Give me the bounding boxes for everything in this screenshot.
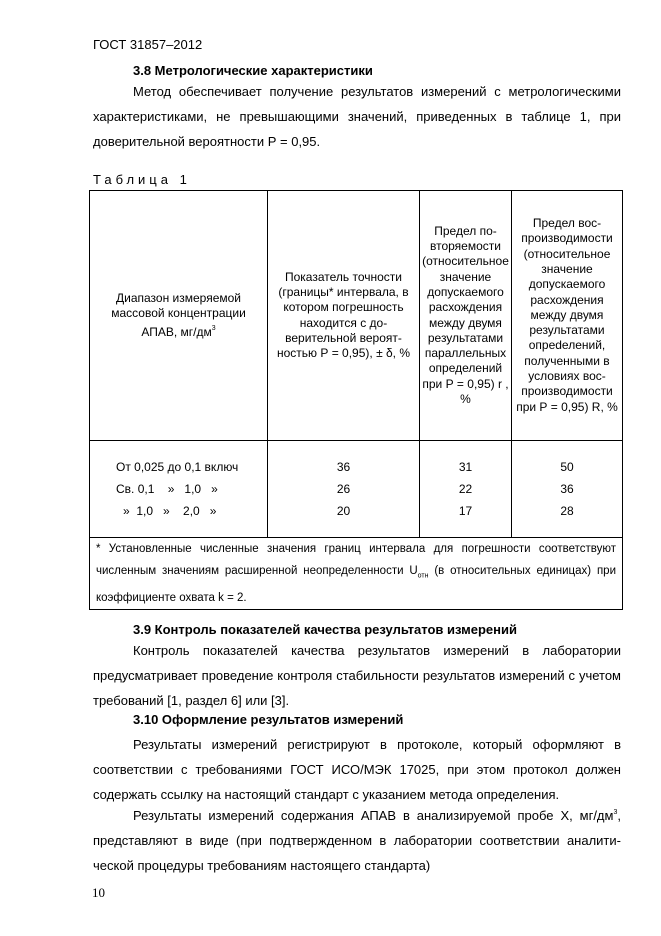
row-1-R: 50 xyxy=(560,460,574,474)
range-column xyxy=(90,441,268,538)
header-accuracy: Показатель точности (границы* интервала, в котором погрешность находится с доверительной вероятностью Р = 0,95), ± δ, % xyxy=(268,191,420,441)
row-3-delta: 20 xyxy=(336,504,351,518)
row-2-delta: 26 xyxy=(336,482,351,496)
reproducibility-column xyxy=(512,441,623,538)
table-caption: Таблица 1 xyxy=(93,172,191,187)
section-3-8-text: Метод обеспечивает получение результатов измерений с метрологическими характеристиками, не превышающими значений, приведенных в таблице 1, при доверительной вероятности Р = 0,95. xyxy=(93,84,621,149)
section-3-8-title: 3.8 Метрологические характеристики xyxy=(133,63,373,78)
document-header: ГОСТ 31857–2012 xyxy=(93,37,203,52)
row-2-range: Св. 0,1 » 1,0 » xyxy=(116,482,218,496)
row-3-r: 17 xyxy=(458,504,473,518)
row-1-range: От 0,025 до 0,1 включ xyxy=(116,460,239,474)
section-3-10-text-2: Результаты измерений содержания АПАВ в анализируемой пробе Х, $мг/дм^3$, представляют в виде (при подтвержденном в лаборатории соответствии аналитической процедуры требованиям настоящего стандарта) xyxy=(93,808,621,873)
section-3-10-text-1: Результаты измерений регистрируют в протоколе, который оформляют в соответствии с требованиями ГОСТ ИСО/МЭК 17025, при этом протокол должен содержать ссылку на настоящий стандарт с указанием метода определения. xyxy=(93,737,621,802)
header-reproducibility: Предел воспроизводимости (относительное значение допускаемого расхождения между двумя результатами опреdелений, полученными в условиях воспроизводимости при Р = 0,95) R, % xyxy=(512,191,623,441)
table-1 xyxy=(89,190,623,610)
page-number: 10 xyxy=(92,885,105,900)
row-2-R: 36 xyxy=(560,482,574,496)
accuracy-column xyxy=(268,441,420,538)
section-3-9-text: Контроль показателей качества результатов измерений в лаборатории предусматривает проведение контроля стабильности результатов измерений с учетом требований [1, раздел 6] или [3]. xyxy=(93,643,621,708)
header-range: Диапазон измеряемой массовой концентрации АПАВ, $мг/дм^3$ xyxy=(90,191,268,441)
row-1-r: 31 xyxy=(458,460,473,474)
table-header-row xyxy=(90,191,623,441)
row-3-range: » 1,0 » 2,0 » xyxy=(123,504,217,518)
row-1-delta: 36 xyxy=(336,460,351,474)
header-repeatability: Предел повторяемости (относительное значение допускаемого расхождения между двумя результатами параллельных определений при Р = 0,95) r , % xyxy=(420,191,512,441)
section-3-10-title: 3.10 Оформление результатов измерений xyxy=(133,712,404,727)
table-footnote-row xyxy=(90,538,623,610)
row-2-r: 22 xyxy=(458,482,473,496)
section-3-9-title: 3.9 Контроль показателей качества результатов измерений xyxy=(133,622,517,637)
repeatability-column xyxy=(420,441,512,538)
row-3-R: 28 xyxy=(560,504,574,518)
table-footnote: * Установленные численные значения границ интервала для погрешности соответствуют численным значениям расширенной неопределенности $U_{отн}$ (в относительных единицах) при коэффициенте охвата k = 2. xyxy=(90,538,623,610)
table-body-row xyxy=(90,441,623,538)
